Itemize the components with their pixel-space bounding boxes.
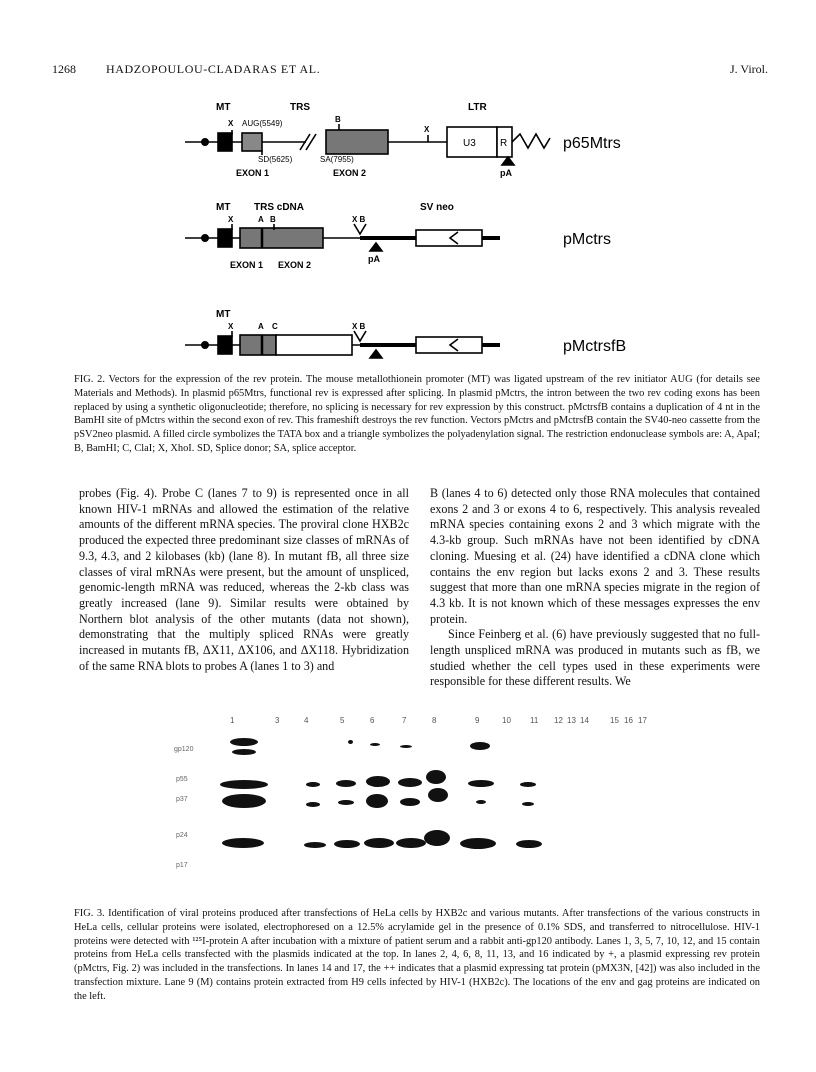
lane-number: 14 [580,716,589,725]
label-x: X [228,119,234,128]
blot-band [396,838,426,848]
lane-number: 13 [567,716,576,725]
label-x: X [228,215,234,224]
label-b: B [270,215,276,224]
lane-number: 3 [275,716,280,725]
label-c: C [272,322,278,331]
blot-band [366,794,388,808]
lane-number: 4 [304,716,309,725]
label-u3: U3 [463,138,476,149]
construct-pMctrs [185,224,500,251]
figure-3-western-blot [170,690,660,890]
marker-p17: p17 [176,862,188,869]
blot-band [370,743,380,746]
label-mt: MT [216,102,231,113]
marker-p37: p37 [176,796,188,803]
blot-band [520,782,536,787]
blot-band [220,780,268,789]
label-trs-cdna: TRS cDNA [254,202,305,213]
blot-band [304,842,326,848]
right-paragraph-2: Since Feinberg et al. (6) have previously suggested that no full-length unspliced mRNA was produced in mutants such as fB, we studied whether the cell types used in these experiments were responsible for these different results. We [430,627,760,689]
lane-number: 1 [230,716,235,725]
blot-band [522,802,534,806]
xb-site-mark [354,224,366,234]
label-mt: MT [216,309,231,320]
label-sd: SD(5625) [258,155,293,164]
label-x: X [424,125,430,134]
blot-band [400,745,412,748]
construct-name: pMctrsfB [563,338,627,355]
tata-box-circle [202,342,208,348]
label-pa: pA [368,254,380,264]
exon2-box [326,130,388,154]
label-exon1: EXON 1 [230,260,264,270]
label-mt: MT [216,202,231,213]
body-right-column [430,486,760,690]
figure-3-caption: FIG. 3. Identification of viral proteins produced after transfections of HeLa cells by HXB2c and various mutants. After transfections of the various constructs in HeLa cells, cellular proteins were isolated, electrophoresed on a 12.5% acrylamide gel in the presence of 0.1% SDS, and transferred to nitrocellulose. HIV-1 proteins were detected with ¹²⁵I-protein A after incubation with a mixture of patient serum and a rabbit anti-gp120 antibody. Lanes 1, 3, 5, 7, 10, 12, and 15 contain proteins from HeLa cells transfected with the plasmids indicated at the top. In lanes 2, 4, 6, 8, 11, 13, and 16 indicated by +, a plasmid expressing rev protein (pMctrs, Fig. 2) was included in the transfections. In lanes 14 and 17, the ++ indicates that a plasmid expressing tat protein (pMX3N, [42]) was also included in the transfection mixture. Lane 9 (M) contains protein extracted from H9 cells infected by HIV-1 (HXB2c). The locations of the env and gag proteins are indicated on the left. [74,908,760,1002]
marker-p55: p55 [176,776,188,783]
frameshift-region [276,335,352,355]
blot-band [476,800,486,804]
label-trs: TRS [290,102,310,113]
blot-band [400,798,420,806]
mt-promoter-box [218,229,232,247]
blot-band [230,738,258,746]
lane-number: 6 [370,716,375,725]
blot-band [222,838,264,848]
trs-cdna-box [240,228,323,248]
blot-band [222,794,266,808]
label-a: A [258,215,264,224]
lane-number: 7 [402,716,407,725]
label-b: B [335,115,341,124]
label-x: X [228,322,234,331]
tata-box-circle [202,139,208,145]
construct-name: p65Mtrs [563,135,621,152]
lane-number: 15 [610,716,619,725]
zigzag-tail [512,134,550,148]
construct-name: pMctrs [563,231,611,248]
blot-band [306,802,320,807]
construct-p65Mtrs [185,124,550,165]
blot-band [470,742,490,750]
blot-band [348,740,353,744]
label-aug: AUG(5549) [242,119,283,128]
label-sa: SA(7955) [320,155,354,164]
blot-band [428,788,448,802]
trs-cdna-box [240,335,276,355]
label-exon2: EXON 2 [333,168,367,178]
marker-gp120: gp120 [174,746,194,753]
construct-pMctrsfB [185,331,500,358]
marker-p24: p24 [176,832,188,839]
label-sv-neo: SV neo [420,202,454,213]
polya-triangle [370,243,382,251]
right-paragraph-1: B (lanes 4 to 6) detected only those RNA molecules that contained exons 2 and 3 or exons 4 to 6, respectively. This analysis revealed mRNA species containing exons 2 and 3 which migrate with the 4.3-kb group. Such mRNAs have not been identified by cDNA cloning. Muesing et al. (24) have identified a cDNA clone which contains the env region but lacks exons 2 and 3. These results suggest that more than one mRNA species migrate in the region of 4.3 kb. It is not known which of these messages expresses the env protein. [430,486,760,626]
blot-band [306,782,320,787]
mt-promoter-box [218,336,232,354]
label-xb: X B [352,322,366,331]
blot-band [398,778,422,787]
blot-band [334,840,360,848]
blot-band [366,776,390,787]
polya-triangle [370,350,382,358]
lane-number: 9 [475,716,480,725]
tata-box-circle [202,235,208,241]
page-number: 1268 [52,62,76,76]
blot-band [424,830,450,846]
lane-number: 17 [638,716,647,725]
lane-number: 11 [530,716,539,725]
label-pa: pA [500,168,512,178]
mt-promoter-box [218,133,232,151]
label-r: R [500,138,508,149]
running-authors: HADZOPOULOU-CLADARAS ET AL. [106,62,321,76]
lane-number: 5 [340,716,345,725]
body-left-column: probes (Fig. 4). Probe C (lanes 7 to 9) is represented once in all known HIV-1 mRNAs and allowed the estimation of the relative amounts of the different mRNA species. The proviral clone HXB2c produced the expected three predominant size classes of mRNAs of 9.3, 4.3, and 2 kilobases (kb) (lane 8). In mutant fB, all three size classes of viral mRNAs were present, but the amount of unspliced, genomic-length mRNA was reduced, whereas the 2-kb class was greatly increased (lane 9). Similar results were obtained by Northern blot analysis of the other mutants (data not shown), demonstrating that the multiply spliced RNAs were greatly increased in mutants fB, ΔX11, ΔX106, and ΔX118. Hybridization of the same RNA blots to probes A (lanes 1 to 3) and [79,486,409,673]
label-exon2: EXON 2 [278,260,312,270]
lane-number: 16 [624,716,633,725]
label-xb: X B [352,215,366,224]
blot-band [460,838,496,849]
xb-site-mark [354,331,366,341]
blot-band [338,800,354,805]
lane-number: 8 [432,716,437,725]
blot-band [232,749,256,755]
label-ltr: LTR [468,102,487,113]
blot-band [336,780,356,787]
lane-number: 10 [502,716,511,725]
figure-2-caption: FIG. 2. Vectors for the expression of the rev protein. The mouse metallothionein promoter (MT) was ligated upstream of the rev initiator AUG (for details see Materials and Methods). In plasmid p65Mtrs, functional rev is expressed after splicing. In plasmid pMctrs, the intron between the two rev coding exons has been replaced by using a synthetic oligonucleotide; therefore, no splicing is necessary for rev expression by this construct. pMctrsfB contains a duplication of 4 nt in the BamHI site of pMctrs within the second exon of rev. This frameshift destroys the rev function. Vectors pMctrs and pMctrsfB contain the SV40-neo cassette from the pSV2neo plasmid. A filled circle symbolizes the TATA box and a triangle symbolizes the polyadenylation signal. The restriction endonuclease symbols are: A, ApaI; B, BamHI; C, ClaI; X, XhoI. SD, Splice donor; SA, splice acceptor. [74,374,760,454]
blot-band [426,770,446,784]
blot-band [468,780,494,787]
label-exon1: EXON 1 [236,168,270,178]
lane-number: 12 [554,716,563,725]
journal-name: J. Virol. [729,62,768,76]
figure-2-vector-maps [0,0,816,370]
label-a: A [258,322,264,331]
exon1-box [242,133,262,151]
polya-triangle [502,157,514,165]
blot-band [516,840,542,848]
blot-band [364,838,394,848]
